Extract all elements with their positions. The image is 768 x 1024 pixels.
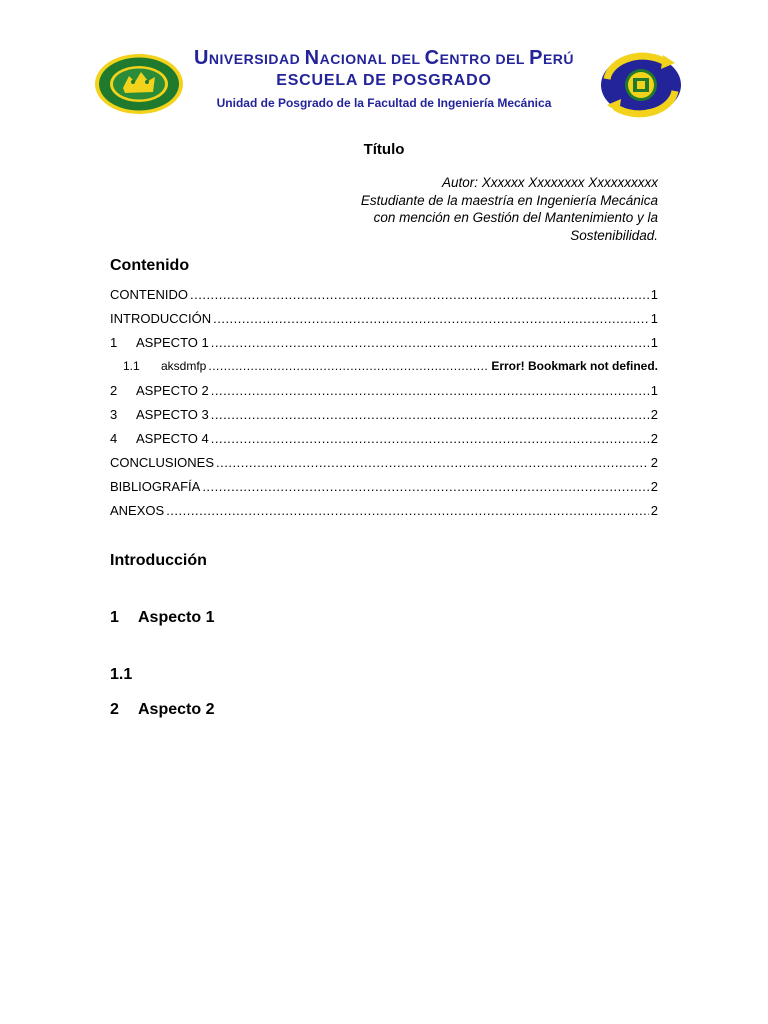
toc-entry-page: 2 <box>650 430 658 446</box>
toc-leader-dots <box>208 359 489 373</box>
university-name: UNIVERSIDAD NACIONAL DEL CENTRO DEL PERÚ <box>193 47 575 69</box>
toc-entry-number: 2 <box>110 382 118 398</box>
toc-leader-dots <box>213 311 649 326</box>
toc-leader-dots <box>202 479 648 494</box>
toc-entry-label: ASPECTO 4 <box>136 430 209 446</box>
toc-entry-number: 4 <box>110 430 118 446</box>
toc-entry-page: 2 <box>650 478 658 494</box>
toc-entry-page: 2 <box>650 406 658 422</box>
toc-entry-label: ANEXOS <box>110 502 165 518</box>
toc-entry-label: aksdmfp <box>161 359 207 373</box>
toc-leader-dots <box>211 431 649 446</box>
toc-entry[interactable] <box>110 426 658 450</box>
toc-leader-dots <box>216 455 649 470</box>
toc-entry-page: 1 <box>650 310 658 326</box>
toc-entry[interactable] <box>110 378 658 402</box>
section-heading-number: 1.1 <box>110 666 133 683</box>
author-line: Sostenibilidad. <box>570 227 658 243</box>
toc-heading: Contenido <box>110 257 190 274</box>
table-of-contents <box>110 282 658 522</box>
document-title: Título <box>363 141 405 158</box>
author-line: Estudiante de la maestría en Ingeniería Mecánica <box>360 192 658 208</box>
toc-entry[interactable] <box>110 450 658 474</box>
toc-subentry[interactable] <box>110 354 658 378</box>
section-heading-number: 2 <box>110 701 119 718</box>
toc-bookmark-error: Error! Bookmark not defined. <box>491 359 658 373</box>
toc-entry-page: 2 <box>650 502 658 518</box>
toc-leader-dots <box>211 383 649 398</box>
toc-leader-dots <box>211 407 649 422</box>
toc-entry-label: CONTENIDO <box>110 286 188 302</box>
toc-entry[interactable] <box>110 402 658 426</box>
section-heading <box>110 701 214 719</box>
faculty-emblem-logo <box>597 49 685 119</box>
toc-leader-dots <box>211 335 649 350</box>
toc-entry-label: ASPECTO 1 <box>136 334 209 350</box>
section-heading <box>110 552 207 570</box>
author-line: con mención en Gestión del Mantenimiento y la <box>373 210 658 225</box>
section-heading <box>110 609 214 627</box>
toc-entry[interactable] <box>110 498 658 522</box>
section-heading-label: Aspecto 2 <box>138 701 215 718</box>
subsection-heading <box>110 666 138 684</box>
section-heading-number: 1 <box>110 609 119 626</box>
section-heading-label: Introducción <box>110 552 207 569</box>
toc-entry-page: 1 <box>650 382 658 398</box>
toc-entry-number: 1 <box>110 334 118 350</box>
toc-leader-dots <box>166 503 649 518</box>
toc-entry[interactable] <box>110 306 658 330</box>
school-name: ESCUELA DE POSGRADO <box>276 72 492 89</box>
author-block <box>258 174 658 244</box>
toc-entry[interactable] <box>110 474 658 498</box>
toc-entry-page: 2 <box>650 454 658 470</box>
toc-entry-label: INTRODUCCIÓN <box>110 310 212 326</box>
unit-name: Unidad de Posgrado de la Facultad de Ingeniería Mecánica <box>216 96 552 110</box>
toc-entry[interactable] <box>110 282 658 306</box>
toc-entry-number: 1.1 <box>123 359 140 373</box>
toc-entry-label: ASPECTO 2 <box>136 382 209 398</box>
toc-entry-label: ASPECTO 3 <box>136 406 209 422</box>
toc-entry-number: 3 <box>110 406 118 422</box>
author-line: Autor: Xxxxxx Xxxxxxxx Xxxxxxxxxx <box>441 175 658 190</box>
toc-entry-label: BIBLIOGRAFÍA <box>110 478 201 494</box>
toc-entry-page: 1 <box>650 334 658 350</box>
toc-leader-dots <box>190 287 649 302</box>
page-header <box>0 0 768 130</box>
toc-entry-page: 1 <box>650 286 658 302</box>
section-heading-label: Aspecto 1 <box>138 609 215 626</box>
toc-entry-label: CONCLUSIONES <box>110 454 215 470</box>
toc-entry[interactable] <box>110 330 658 354</box>
